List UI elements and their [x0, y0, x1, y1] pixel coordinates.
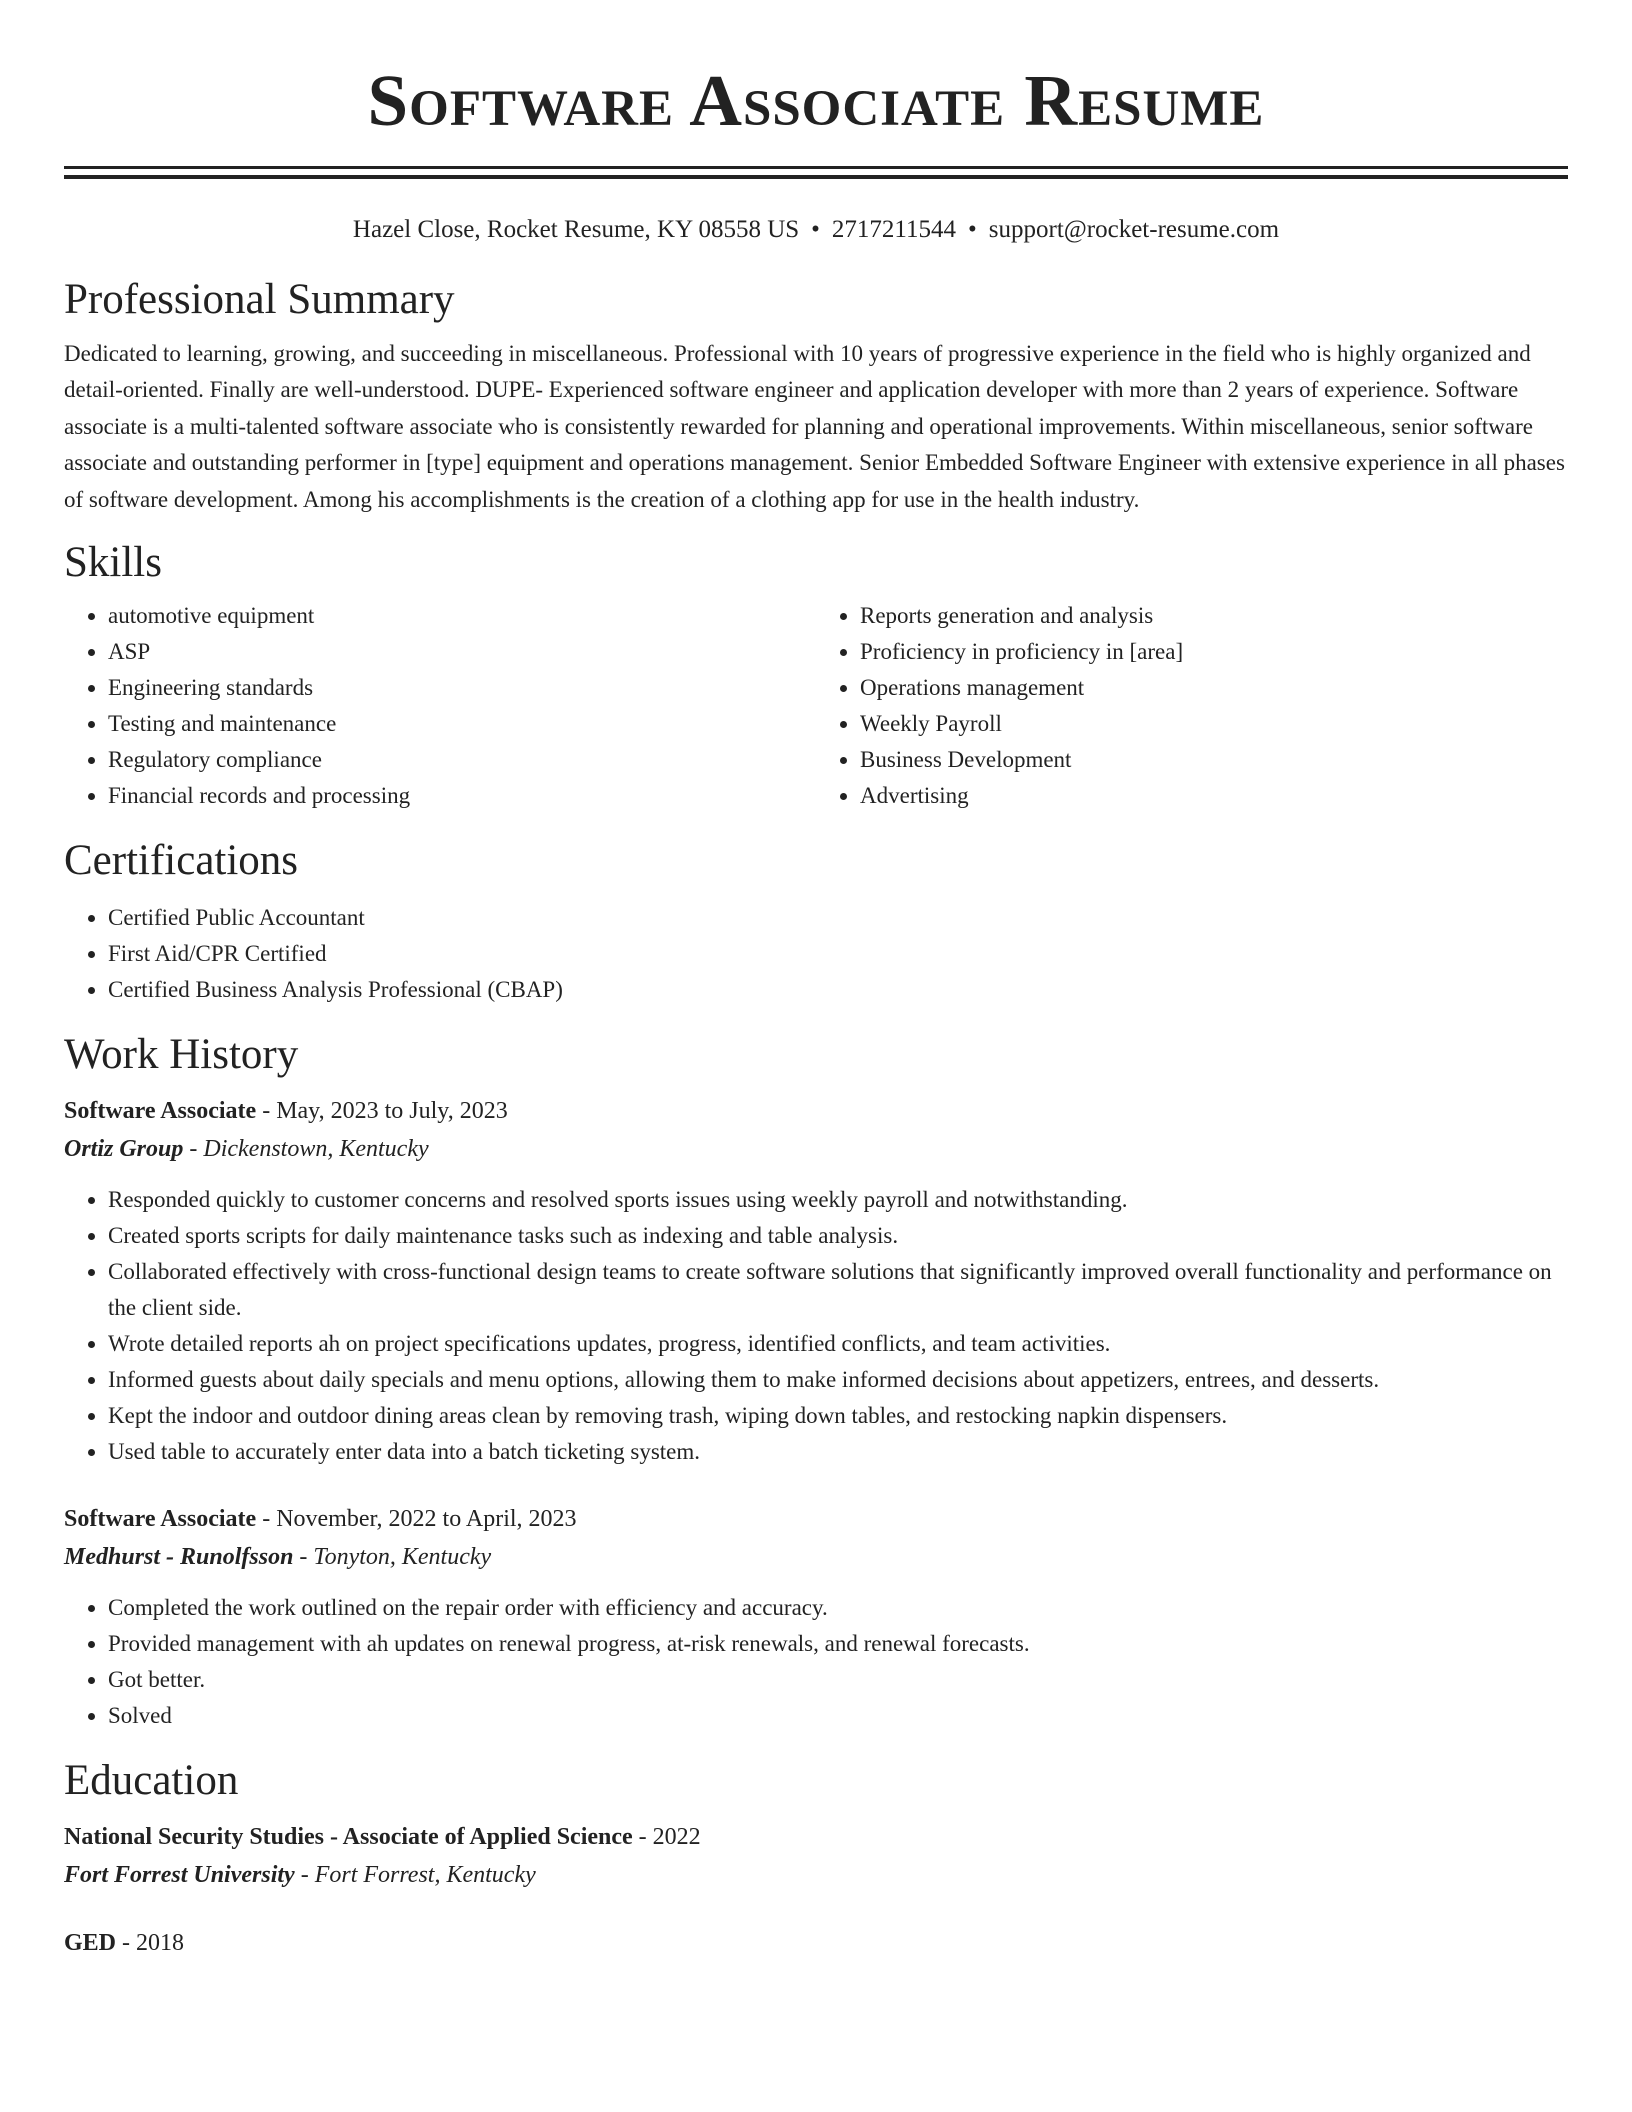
job-location: Dickenstown, Kentucky	[203, 1136, 429, 1163]
job-bullet: • Provided management with ah updates on renewal progress, at-risk renewals, and renewal forecasts.	[108, 1626, 1568, 1662]
skills-columns	[64, 598, 1568, 814]
education-degree-line: GED - 2018	[64, 1930, 185, 1957]
certification-item: • Certified Public Accountant	[108, 900, 1568, 936]
title-divider	[64, 166, 1568, 179]
skills-list-left	[64, 598, 816, 814]
skill-item: • Regulatory compliance	[108, 742, 816, 778]
job-company-line: Medhurst - Runolfsson - Tonyton, Kentucky	[64, 1544, 492, 1571]
skills-list-right	[816, 598, 1568, 814]
contact-phone: 2717211544	[831, 216, 956, 243]
job-company: Ortiz Group	[64, 1136, 184, 1163]
work-history-section	[64, 1030, 1568, 1734]
job-title: Software Associate	[64, 1506, 257, 1533]
skill-item: • Weekly Payroll	[860, 706, 1568, 742]
skill-item: • ASP	[108, 634, 816, 670]
job-title: Software Associate	[64, 1098, 257, 1125]
job-title-line: Software Associate - May, 2023 to July, 2023	[64, 1098, 508, 1125]
job-location: Tonyton, Kentucky	[313, 1544, 492, 1571]
job-company: Medhurst - Runolfsson	[64, 1544, 294, 1571]
summary-section	[64, 275, 1568, 518]
skill-item: • Financial records and processing	[108, 778, 816, 814]
skill-item: • Testing and maintenance	[108, 706, 816, 742]
summary-text: Dedicated to learning, growing, and succeeding in miscellaneous. Professional with 10 years of progressive experience in the field who is highly organized and detail-oriented. Finally are well-understood. DUPE- Experienced software engineer and application developer with more than 2 years of experience. Software associate is a multi-talented software associate who is consistently rewarded for planning and operational improvements. Within miscellaneous, senior software associate and outstanding performer in [type] equipment and operations management. Senior Embedded Software Engineer with extensive experience in all phases of software development. Among his accomplishments is the creation of a clothing app for use in the health industry.	[64, 341, 1565, 512]
skill-item: • Engineering standards	[108, 670, 816, 706]
skill-item: • Business Development	[860, 742, 1568, 778]
contact-line	[64, 215, 1568, 245]
certifications-heading: Certifications	[64, 837, 299, 885]
job-bullet: • Completed the work outlined on the repair order with efficiency and accuracy.	[108, 1590, 1568, 1626]
job-bullet: • Got better.	[108, 1662, 1568, 1698]
job-bullet: • Wrote detailed reports ah on project specifications updates, progress, identified conflicts, and team activities.	[108, 1326, 1568, 1362]
job-title-line: Software Associate - November, 2022 to April, 2023	[64, 1506, 577, 1533]
education-entry	[64, 1818, 1568, 1894]
job-bullets	[64, 1182, 1568, 1470]
job-dates: May, 2023 to July, 2023	[276, 1098, 508, 1125]
contact-separator: •	[811, 216, 820, 243]
job-bullet: • Used table to accurately enter data into a batch ticketing system.	[108, 1434, 1568, 1470]
job-company-line: Ortiz Group - Dickenstown, Kentucky	[64, 1136, 429, 1163]
summary-heading: Professional Summary	[64, 276, 455, 323]
skills-heading: Skills	[64, 539, 162, 587]
education-year: 2018	[136, 1930, 185, 1957]
certification-item: • Certified Business Analysis Professional (CBAP)	[108, 972, 1568, 1008]
education-degree: National Security Studies - Associate of Applied Science	[64, 1824, 633, 1851]
job-bullet: • Solved	[108, 1698, 1568, 1734]
contact-separator: •	[968, 216, 977, 243]
education-degree-line: National Security Studies - Associate of Applied Science - 2022	[64, 1824, 701, 1851]
education-year: 2022	[652, 1824, 701, 1851]
skill-item: • Proficiency in proficiency in [area]	[860, 634, 1568, 670]
job-bullets	[64, 1590, 1568, 1734]
contact-email: support@rocket-resume.com	[988, 216, 1280, 243]
skill-item: • Advertising	[860, 778, 1568, 814]
page-title: Software Associate Resume	[367, 60, 1265, 141]
skills-section	[64, 538, 1568, 814]
certification-item: • First Aid/CPR Certified	[108, 936, 1568, 972]
skill-item: • automotive equipment	[108, 598, 816, 634]
job-entry	[64, 1500, 1568, 1734]
certifications-list	[64, 900, 1568, 1008]
job-bullet: • Informed guests about daily specials and menu options, allowing them to make informed decisions about appetizers, entrees, and desserts.	[108, 1362, 1568, 1398]
work-history-heading: Work History	[64, 1031, 299, 1079]
education-location: Fort Forrest, Kentucky	[314, 1862, 536, 1889]
education-school-line: Fort Forrest University - Fort Forrest, Kentucky	[64, 1862, 536, 1889]
contact-address: Hazel Close, Rocket Resume, KY 08558 US	[352, 216, 800, 243]
job-bullet: • Created sports scripts for daily maintenance tasks such as indexing and table analysis.	[108, 1218, 1568, 1254]
education-degree: GED	[64, 1930, 117, 1957]
education-entry	[64, 1924, 1568, 1962]
skill-item: • Operations management	[860, 670, 1568, 706]
divider-line-bottom	[64, 175, 1568, 179]
divider-line-top	[64, 166, 1568, 169]
certifications-section	[64, 836, 1568, 1008]
education-heading: Education	[64, 1757, 239, 1805]
job-bullet: • Collaborated effectively with cross-functional design teams to create software solutions that significantly improved overall functionality and performance on the client side.	[108, 1254, 1568, 1326]
job-bullet: • Responded quickly to customer concerns and resolved sports issues using weekly payroll and notwithstanding.	[108, 1182, 1568, 1218]
job-bullet: • Kept the indoor and outdoor dining areas clean by removing trash, wiping down tables, and restocking napkin dispensers.	[108, 1398, 1568, 1434]
job-entry	[64, 1092, 1568, 1470]
education-section	[64, 1756, 1568, 1962]
skill-item: • Reports generation and analysis	[860, 598, 1568, 634]
education-school: Fort Forrest University	[64, 1862, 295, 1889]
job-dates: November, 2022 to April, 2023	[276, 1506, 577, 1533]
